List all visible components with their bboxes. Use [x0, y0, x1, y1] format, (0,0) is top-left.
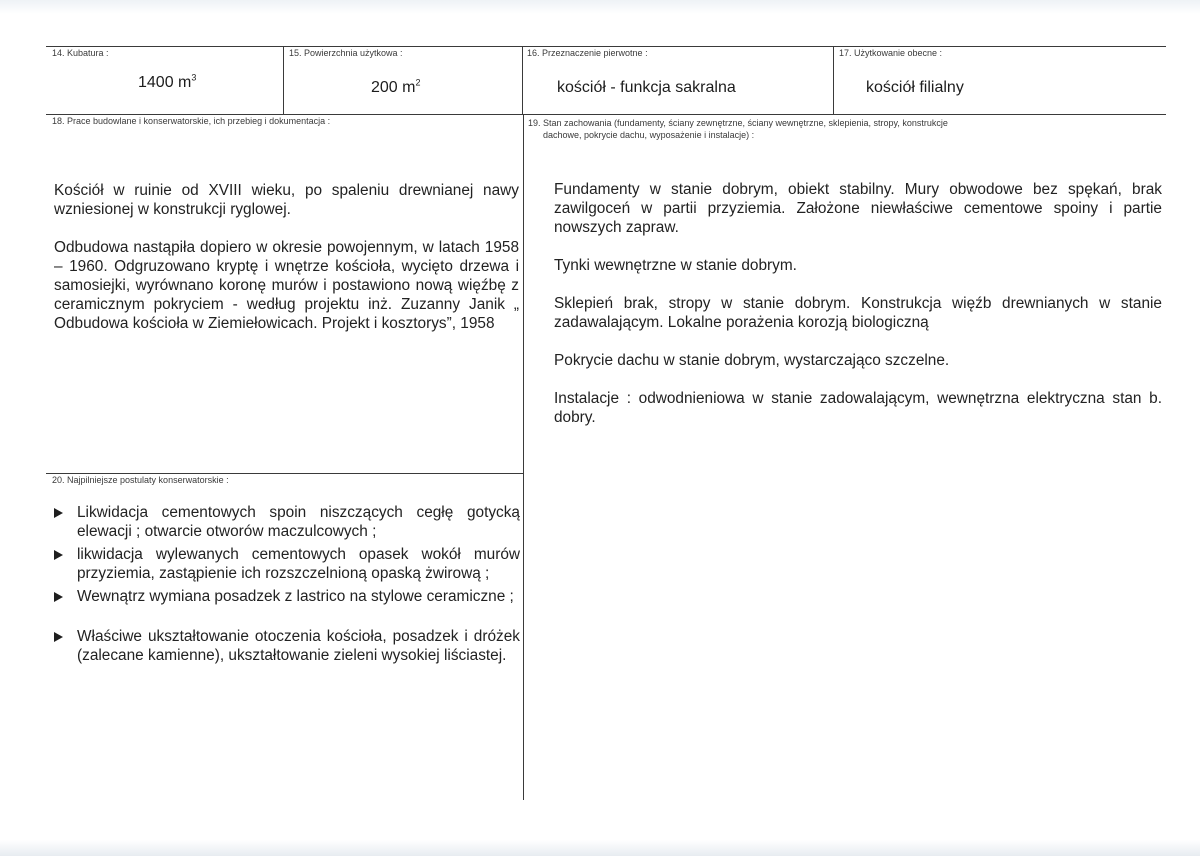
- field-16-label: 16. Przeznaczenie pierwotne :: [527, 48, 648, 58]
- top-border: [46, 46, 1166, 47]
- bullet-arrow-icon: [54, 550, 63, 560]
- section-18-text: [54, 181, 519, 333]
- field-15-label: 15. Powierzchnia użytkowa :: [289, 48, 403, 58]
- scan-edge-bottom: [0, 840, 1200, 856]
- section-19-label-line2: dachowe, pokrycie dachu, wyposażenie i instalacje) :: [543, 130, 755, 140]
- section-20-label: 20. Najpilniejsze postulaty konserwatorskie :: [52, 475, 229, 485]
- section-18-label: 18. Prace budowlane i konserwatorskie, ich przebieg i dokumentacja :: [52, 116, 331, 126]
- section-19-text: [554, 180, 1162, 427]
- field-17-value: kościół filialny: [866, 79, 964, 96]
- section-19-label-line1: 19. Stan zachowania (fundamenty, ściany zewnętrzne, ściany wewnętrzne, sklepienia, stropy, konstrukcje: [528, 118, 948, 128]
- field-14-value-text: 1400 m: [138, 74, 192, 91]
- row1-bottom-border: [46, 114, 1166, 115]
- list-item-text: Wewnątrz wymiana posadzek z lastrico na stylowe ceramiczne ;: [77, 588, 514, 605]
- list-item: [54, 503, 520, 541]
- divider-15-16: [522, 46, 523, 114]
- divider-14-15: [283, 46, 284, 114]
- field-15-value-text: 200 m: [371, 79, 416, 96]
- field-17-label: 17. Użytkowanie obecne :: [839, 48, 943, 58]
- section-18-paragraph: Odbudowa nastąpiła dopiero w okresie powojennym, w latach 1958 – 1960. Odgruzowano kryptę i wnętrze kościoła, wycięto drzewa i samosiejki, wyrównano koronę murów i postawiono nową więźbę z ceramicznym pokryciem - według projektu inż. Zuzanny Janik „ Odbudowa kościoła w Ziemiełowicach. Projekt i kosztorys”, 1958: [54, 239, 519, 332]
- scan-edge-top: [0, 0, 1200, 14]
- bullet-arrow-icon: [54, 592, 63, 602]
- field-15-unit-sup: 2: [415, 77, 421, 88]
- postulates-list: [54, 503, 520, 665]
- field-16-value: kościół - funkcja sakralna: [557, 79, 736, 96]
- list-item-text: likwidacja wylewanych cementowych opasek wokół murów przyziemia, zastąpienie ich rozszczelnioną opaską żwirową ;: [77, 546, 520, 582]
- section-19-paragraph: Pokrycie dachu w stanie dobrym, wystarczająco szczelne.: [554, 352, 950, 369]
- section-19-paragraph: Instalacje : odwodnieniowa w stanie zadowalającym, wewnętrzna elektryczna stan b. dobry.: [554, 390, 1162, 426]
- list-item-text: Likwidacja cementowych spoin niszczących cegłę gotycką elewacji ; otwarcie otworów maczulcowych ;: [77, 504, 520, 540]
- section20-top-border: [46, 473, 523, 474]
- list-item: [54, 627, 520, 665]
- main-column-divider: [523, 114, 524, 800]
- field-14-unit-sup: 3: [191, 72, 197, 83]
- section-18-paragraph: Kościół w ruinie od XVIII wieku, po spaleniu drewnianej nawy wzniesionej w konstrukcji ryglowej.: [54, 182, 519, 218]
- bullet-arrow-icon: [54, 632, 63, 642]
- list-item: [54, 545, 520, 583]
- field-14-value: [138, 74, 196, 92]
- section-19-paragraph: Fundamenty w stanie dobrym, obiekt stabilny. Mury obwodowe bez spękań, brak zawilgoceń w partii przyziemia. Założone niewłaściwe cementowe spoiny i partie nowszych zapraw.: [554, 181, 1162, 236]
- section-19-paragraph: Sklepień brak, stropy w stanie dobrym. Konstrukcja więźb drewnianych w stanie zadawalającym. Lokalne porażenia korozją biologiczną: [554, 295, 1162, 331]
- section-19-paragraph: Tynki wewnętrzne w stanie dobrym.: [554, 257, 797, 274]
- list-item-text: Właściwe ukształtowanie otoczenia kościoła, posadzek i dróżek (zalecane kamienne), ukształtowanie zieleni wysokiej liściastej.: [77, 628, 520, 664]
- field-15-value: [371, 79, 420, 97]
- bullet-arrow-icon: [54, 508, 63, 518]
- divider-16-17: [833, 46, 834, 114]
- field-14-label: 14. Kubatura :: [52, 48, 109, 58]
- list-item: [54, 587, 520, 606]
